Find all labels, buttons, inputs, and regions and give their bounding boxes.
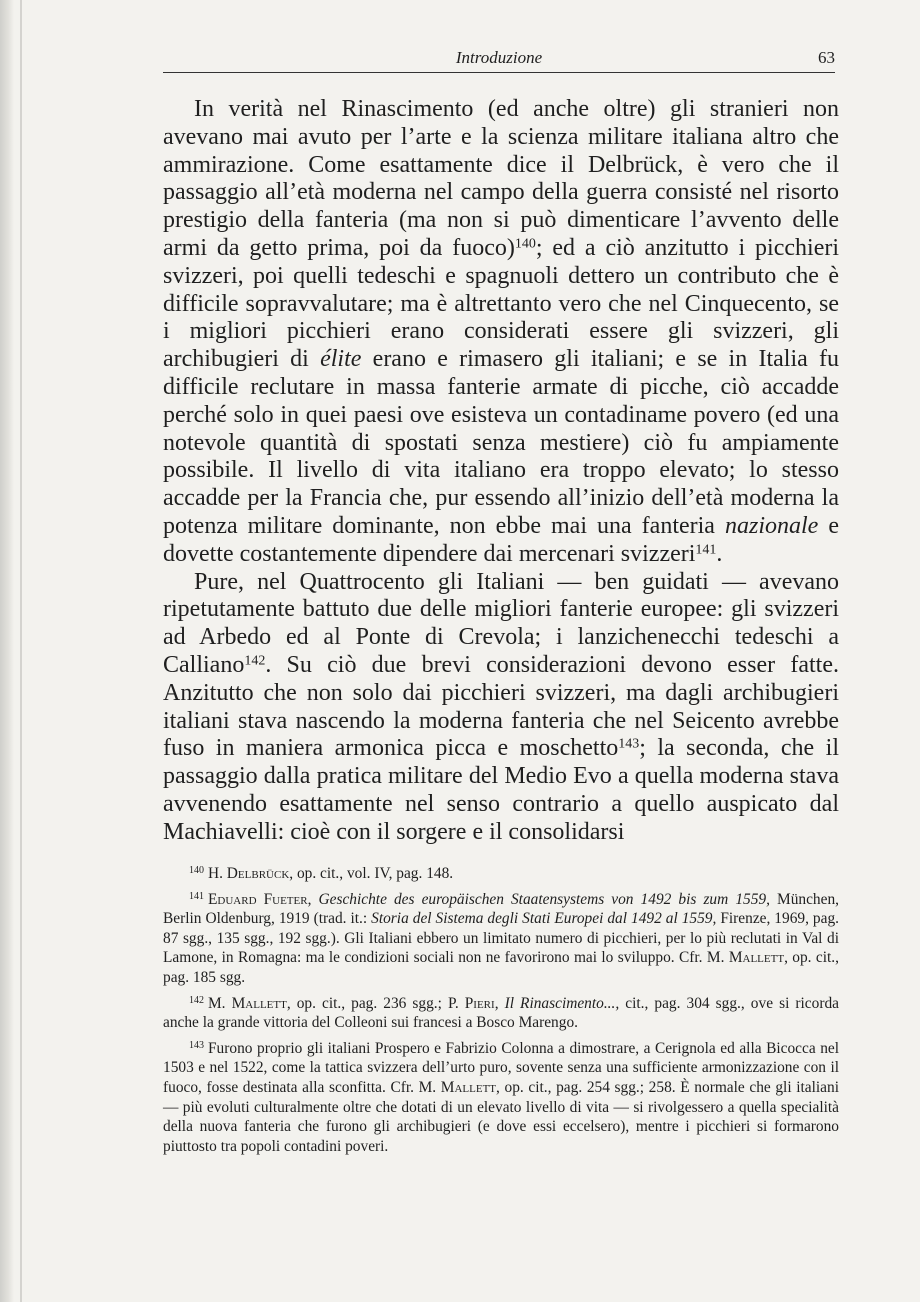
paragraph-2: Pure, nel Quattrocento gli Italiani — ben guidati — avevano ripetutamente battuto due delle migliori fanterie europee: gli svizzeri ad Arbedo ed al Ponte di Crevola; i lanzichenecchi tedeschi a Calliano$^{142}$. Su ciò due brevi considerazioni devono esser fatte. Anzitutto che non solo dai picchieri svizzeri, ma dagli archibugieri italiani stava nascendo la moderna fanteria che nel Seicento avrebbe fuso in maniera armonica picca e moschetto$^{143}$; la seconda, che il passaggio dalla pratica militare del Medio Evo a quella moderna stava avvenendo esattamente nel senso contrario a quello auspicato dal Machiavelli: cioè con il sorgere e il consolidarsi bbox=[163, 568, 839, 845]
footnote-ref-141[interactable]: 141 bbox=[695, 542, 717, 558]
footnote-140: $^{140}$ H. Delbrück, op. cit., vol. IV, pag. 148. bbox=[189, 865, 454, 882]
book-spine-shadow bbox=[0, 0, 14, 1302]
footnote-143: $^{143}$ Furono proprio gli italiani Prospero e Fabrizio Colonna a dimostrare, a Cerignola ed alla Bicocca nel 1503 e nel 1522, come la tattica svizzera dell’urto puro, sovente senza una sufficiente armonizzazione con il fuoco, fosse destinata alla sconfitta. Cfr. M. Mallett, op. cit., pag. 254 sgg.; 258. È normale che gli italiani — più evoluti culturalmente oltre che dotati di un elevato livello di vita — si rivolgessero a quella specialità della nuova fanteria che furono gli archibugieri (e dove essi eccelsero), mentre i picchieri si formarono piuttosto tra popoli contadini poveri. bbox=[163, 1039, 839, 1155]
footnote-142: $^{142}$ M. Mallett, op. cit., pag. 236 sgg.; P. Pieri, Il Rinascimento..., cit., pag. 304 sgg., ove si ricorda anche la grande vittoria del Colleoni sui francesi a Bosco Marengo. bbox=[163, 994, 839, 1032]
chapter-title: Introduzione bbox=[455, 48, 543, 67]
footnote-ref-142[interactable]: 142 bbox=[244, 653, 266, 669]
footnote-141: $^{141}$ Eduard Fueter, Geschichte des europäischen Staatensystems von 1492 bis zum 1559, München, Berlin Oldenburg, 1919 (trad. it.: Storia del Sistema degli Stati Europei dal 1492 al 1559, Firenze, 1969, pag. 87 sgg., 135 sgg., 192 sgg.). Gli Italiani ebbero un limitato numero di picchieri, per lo più reclutati in Val di Lamone, in Romagna: ma le condizioni sociali non ne favorirono mai lo sviluppo. Cfr. M. Mallett, op. cit., pag. 185 sgg. bbox=[163, 890, 840, 986]
footnotes bbox=[163, 864, 839, 1162]
page-number: 63 bbox=[818, 48, 835, 67]
paragraph-1: In verità nel Rinascimento (ed anche oltre) gli stranieri non avevano mai avuto per l’arte e la scienza militare italiana altro che ammirazione. Come esattamente dice il Delbrück, è vero che il passaggio all’età moderna nel campo della guerra consisté nel risorto prestigio della fanteria (ma non si può dimenticare l’avvento delle armi da getto prima, poi da fuoco)$^{140}$; ed a ciò anzitutto i picchieri svizzeri, poi quelli tedeschi e spagnuoli dettero un contributo che è difficile sopravvalutare; ma è altrettanto vero che nel Cinquecento, se i migliori picchieri erano considerati essere gli svizzeri, gli archibugieri di élite erano e rimasero gli italiani; e se in Italia fu difficile reclutare in massa fanterie armate di picche, ciò accadde perché solo in quei paesi ove esisteva un contadiname povero (ed una notevole quantità di spostati senza mestiere) ciò fu ampiamente possibile. Il livello di vita italiano era troppo elevato; lo stesso accadde per la Francia che, pur essendo all’inizio dell’età moderna la potenza militare dominante, non ebbe mai una fanteria nazionale e dovette costantemente dipendere dai mercenari svizzeri$^{141}$. bbox=[163, 96, 840, 567]
footnote-ref-140[interactable]: 140 bbox=[514, 236, 536, 252]
gutter-line bbox=[20, 0, 22, 1302]
main-text bbox=[163, 96, 839, 847]
footnote-ref-143[interactable]: 143 bbox=[618, 736, 640, 752]
running-head bbox=[163, 46, 835, 73]
